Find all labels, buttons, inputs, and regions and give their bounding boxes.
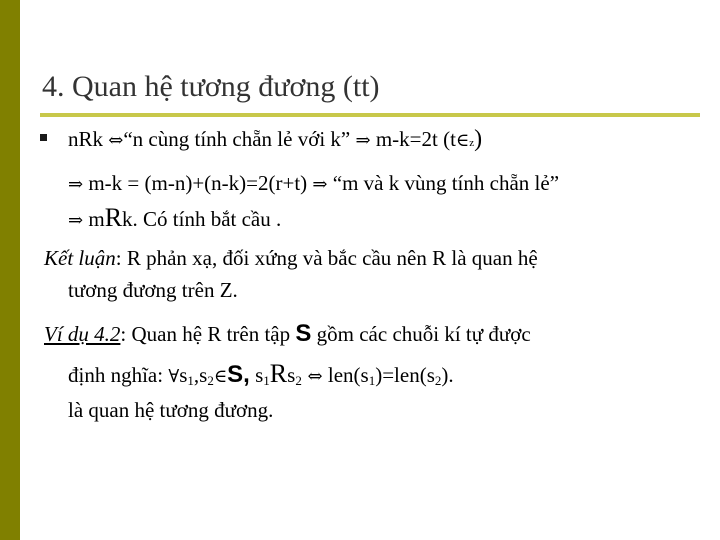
iff-icon: ⇔ (108, 130, 124, 151)
element-of-icon: ∈ (213, 366, 228, 387)
implies-icon: ⇒ (355, 130, 371, 151)
iff-icon: ⇔ (301, 366, 323, 387)
element-of-icon: ∈ (455, 130, 470, 151)
title-underline (40, 113, 700, 117)
example-line-3: là quan hệ tương đương. (68, 398, 274, 422)
implies-icon: ⇒ (68, 174, 84, 195)
example-line-1: Ví dụ 4.2: Quan hệ R trên tập S gồm các chuỗi kí tự được (44, 320, 531, 347)
conclusion-line-1: Kết luận: R phản xạ, đối xứng và bắc cầu nên R là quan hệ (44, 246, 538, 270)
slide-title: 4. Quan hệ tương đương (tt) (42, 70, 380, 103)
implies-icon: ⇒ (312, 174, 328, 195)
accent-bar (0, 0, 20, 540)
implies-icon: ⇒ (68, 210, 84, 231)
example-line-2: định nghĩa: $\forall s_1,s_2\in S$, $s_1Rs_2$ ⇔ $len(s_1)=len(s_2)$. (68, 359, 454, 388)
square-bullet-icon (40, 134, 47, 141)
forall-icon: ∀ (168, 366, 180, 387)
bullet-line-3: ⇒ mRk. Có tính bắt cầu . (68, 203, 282, 232)
bullet-line-2: ⇒ m-k = (m-n)+(n-k)=2(r+t) ⇒ “m và k vùng tính chẵn lẻ” (68, 171, 560, 195)
bullet-line-1: nRk ⇔“n cùng tính chẵn lẻ với k” ⇒ m-k=2t (t∈z) (68, 126, 483, 152)
conclusion-line-2: tương đương trên Z. (68, 278, 238, 302)
